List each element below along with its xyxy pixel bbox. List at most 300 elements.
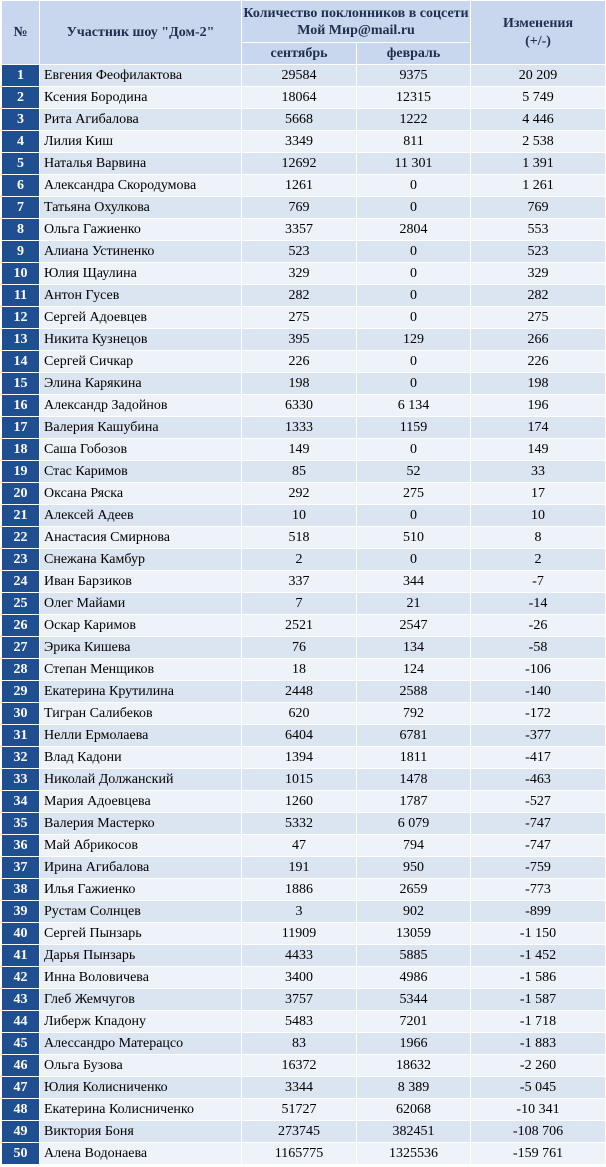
table-row	[2, 87, 606, 109]
cell-name: Либерж Кпадону	[40, 1011, 242, 1033]
table-row	[2, 835, 606, 857]
cell-september: 4433	[242, 945, 357, 967]
cell-rank: 16	[2, 395, 40, 417]
cell-rank: 17	[2, 417, 40, 439]
cell-rank: 38	[2, 879, 40, 901]
cell-name: Сергей Сичкар	[40, 351, 242, 373]
cell-rank: 11	[2, 285, 40, 307]
cell-change: -1 150	[471, 923, 606, 945]
cell-change: 275	[471, 307, 606, 329]
cell-change: -1 718	[471, 1011, 606, 1033]
table-row	[2, 241, 606, 263]
cell-change: -1 586	[471, 967, 606, 989]
cell-name: Дарья Пынзарь	[40, 945, 242, 967]
cell-february: 5344	[357, 989, 471, 1011]
cell-change: 8	[471, 527, 606, 549]
cell-september: 11909	[242, 923, 357, 945]
cell-name: Юлия Колисниченко	[40, 1077, 242, 1099]
cell-september: 47	[242, 835, 357, 857]
cell-change: 2	[471, 549, 606, 571]
table-row	[2, 747, 606, 769]
fans-table	[1, 0, 606, 1165]
cell-name: Никита Кузнецов	[40, 329, 242, 351]
cell-rank: 6	[2, 175, 40, 197]
cell-rank: 21	[2, 505, 40, 527]
cell-change: -58	[471, 637, 606, 659]
cell-name: Валерия Кашубина	[40, 417, 242, 439]
cell-september: 51727	[242, 1099, 357, 1121]
cell-change: -899	[471, 901, 606, 923]
cell-rank: 40	[2, 923, 40, 945]
header-number: №	[2, 1, 40, 65]
table-row	[2, 791, 606, 813]
cell-change: 198	[471, 373, 606, 395]
cell-change: 329	[471, 263, 606, 285]
cell-february: 6781	[357, 725, 471, 747]
cell-september: 83	[242, 1033, 357, 1055]
header-change	[471, 1, 606, 65]
cell-february: 4986	[357, 967, 471, 989]
cell-september: 523	[242, 241, 357, 263]
cell-rank: 19	[2, 461, 40, 483]
cell-name: Илья Гажиенко	[40, 879, 242, 901]
table-row	[2, 197, 606, 219]
cell-february: 5885	[357, 945, 471, 967]
table-row	[2, 307, 606, 329]
table-row	[2, 109, 606, 131]
cell-september: 3357	[242, 219, 357, 241]
cell-name: Ольга Гажиенко	[40, 219, 242, 241]
cell-change: 5 749	[471, 87, 606, 109]
cell-name: Екатерина Крутилина	[40, 681, 242, 703]
cell-february: 0	[357, 285, 471, 307]
cell-rank: 15	[2, 373, 40, 395]
cell-name: Александра Скородумова	[40, 175, 242, 197]
table-row	[2, 439, 606, 461]
table-row	[2, 1143, 606, 1165]
cell-rank: 24	[2, 571, 40, 593]
cell-february: 1159	[357, 417, 471, 439]
cell-rank: 3	[2, 109, 40, 131]
cell-february: 0	[357, 549, 471, 571]
cell-february: 0	[357, 263, 471, 285]
cell-change: 17	[471, 483, 606, 505]
cell-name: Инна Воловичева	[40, 967, 242, 989]
cell-rank: 23	[2, 549, 40, 571]
cell-rank: 42	[2, 967, 40, 989]
cell-name: Оскар Каримов	[40, 615, 242, 637]
cell-change: -7	[471, 571, 606, 593]
table-row	[2, 659, 606, 681]
cell-change: 2 538	[471, 131, 606, 153]
cell-september: 3349	[242, 131, 357, 153]
table-row	[2, 593, 606, 615]
cell-name: Май Абрикосов	[40, 835, 242, 857]
cell-name: Ксения Бородина	[40, 87, 242, 109]
cell-name: Ольга Бузова	[40, 1055, 242, 1077]
cell-september: 18	[242, 659, 357, 681]
table-row	[2, 967, 606, 989]
cell-change: -527	[471, 791, 606, 813]
cell-september: 3757	[242, 989, 357, 1011]
table-row	[2, 351, 606, 373]
cell-february: 344	[357, 571, 471, 593]
cell-change: -1 587	[471, 989, 606, 1011]
cell-february: 2804	[357, 219, 471, 241]
cell-february: 0	[357, 307, 471, 329]
table-row	[2, 1121, 606, 1143]
cell-name: Влад Кадони	[40, 747, 242, 769]
header-fans-group-text: Количество поклонников в соцсети Мой Мир@mail.ru	[243, 5, 469, 38]
cell-february: 21	[357, 593, 471, 615]
table-row	[2, 879, 606, 901]
cell-rank: 44	[2, 1011, 40, 1033]
cell-rank: 14	[2, 351, 40, 373]
cell-change: 523	[471, 241, 606, 263]
cell-february: 0	[357, 439, 471, 461]
cell-september: 5483	[242, 1011, 357, 1033]
cell-name: Глеб Жемчугов	[40, 989, 242, 1011]
cell-february: 1966	[357, 1033, 471, 1055]
cell-february: 124	[357, 659, 471, 681]
cell-name: Степан Менщиков	[40, 659, 242, 681]
cell-september: 769	[242, 197, 357, 219]
cell-rank: 31	[2, 725, 40, 747]
cell-september: 1015	[242, 769, 357, 791]
table-row	[2, 681, 606, 703]
cell-september: 273745	[242, 1121, 357, 1143]
cell-change: -417	[471, 747, 606, 769]
table-row	[2, 615, 606, 637]
cell-change: -1 883	[471, 1033, 606, 1055]
cell-september: 226	[242, 351, 357, 373]
cell-september: 3344	[242, 1077, 357, 1099]
cell-name: Александр Задойнов	[40, 395, 242, 417]
cell-february: 275	[357, 483, 471, 505]
cell-september: 1261	[242, 175, 357, 197]
cell-name: Алессандро Матерацсо	[40, 1033, 242, 1055]
table-row	[2, 461, 606, 483]
table-row	[2, 1055, 606, 1077]
cell-february: 2547	[357, 615, 471, 637]
cell-name: Евгения Феофилактова	[40, 65, 242, 87]
cell-name: Алексей Адеев	[40, 505, 242, 527]
cell-september: 518	[242, 527, 357, 549]
cell-change: 553	[471, 219, 606, 241]
table-row	[2, 285, 606, 307]
table-row	[2, 329, 606, 351]
cell-rank: 27	[2, 637, 40, 659]
table-row	[2, 637, 606, 659]
cell-rank: 4	[2, 131, 40, 153]
cell-change: 282	[471, 285, 606, 307]
cell-september: 282	[242, 285, 357, 307]
table-row	[2, 857, 606, 879]
cell-february: 6 079	[357, 813, 471, 835]
cell-name: Наталья Варвина	[40, 153, 242, 175]
cell-rank: 5	[2, 153, 40, 175]
cell-name: Алена Водонаева	[40, 1143, 242, 1165]
cell-september: 329	[242, 263, 357, 285]
cell-february: 18632	[357, 1055, 471, 1077]
cell-september: 7	[242, 593, 357, 615]
cell-september: 1333	[242, 417, 357, 439]
cell-rank: 43	[2, 989, 40, 1011]
table-row	[2, 1077, 606, 1099]
table-row	[2, 549, 606, 571]
table-row	[2, 901, 606, 923]
table-row	[2, 989, 606, 1011]
cell-rank: 13	[2, 329, 40, 351]
cell-change: 10	[471, 505, 606, 527]
cell-change: -747	[471, 835, 606, 857]
cell-change: -14	[471, 593, 606, 615]
cell-february: 1325536	[357, 1143, 471, 1165]
cell-rank: 41	[2, 945, 40, 967]
cell-rank: 39	[2, 901, 40, 923]
cell-september: 1260	[242, 791, 357, 813]
cell-change: 20 209	[471, 65, 606, 87]
cell-september: 1886	[242, 879, 357, 901]
cell-february: 2588	[357, 681, 471, 703]
cell-change: 149	[471, 439, 606, 461]
table-row	[2, 153, 606, 175]
cell-rank: 48	[2, 1099, 40, 1121]
cell-name: Алиана Устиненко	[40, 241, 242, 263]
cell-change: -108 706	[471, 1121, 606, 1143]
table-row	[2, 527, 606, 549]
cell-change: -463	[471, 769, 606, 791]
cell-rank: 34	[2, 791, 40, 813]
cell-name: Юлия Щаулина	[40, 263, 242, 285]
cell-rank: 1	[2, 65, 40, 87]
cell-september: 5668	[242, 109, 357, 131]
cell-september: 198	[242, 373, 357, 395]
table-row	[2, 65, 606, 87]
cell-change: 1 391	[471, 153, 606, 175]
cell-february: 12315	[357, 87, 471, 109]
cell-february: 8 389	[357, 1077, 471, 1099]
table-row	[2, 395, 606, 417]
cell-september: 76	[242, 637, 357, 659]
cell-name: Элина Карякина	[40, 373, 242, 395]
cell-september: 6404	[242, 725, 357, 747]
cell-september: 16372	[242, 1055, 357, 1077]
cell-name: Рита Агибалова	[40, 109, 242, 131]
cell-february: 9375	[357, 65, 471, 87]
cell-rank: 33	[2, 769, 40, 791]
cell-february: 2659	[357, 879, 471, 901]
cell-name: Лилия Киш	[40, 131, 242, 153]
cell-september: 2	[242, 549, 357, 571]
cell-february: 792	[357, 703, 471, 725]
cell-name: Анастасия Смирнова	[40, 527, 242, 549]
cell-september: 29584	[242, 65, 357, 87]
cell-change: -5 045	[471, 1077, 606, 1099]
cell-name: Олег Майами	[40, 593, 242, 615]
cell-change: 33	[471, 461, 606, 483]
table-row	[2, 417, 606, 439]
cell-change: 769	[471, 197, 606, 219]
cell-september: 12692	[242, 153, 357, 175]
cell-february: 0	[357, 197, 471, 219]
cell-rank: 22	[2, 527, 40, 549]
cell-february: 1787	[357, 791, 471, 813]
cell-rank: 47	[2, 1077, 40, 1099]
cell-february: 134	[357, 637, 471, 659]
cell-change: -172	[471, 703, 606, 725]
table-row	[2, 945, 606, 967]
header-change-line1: Изменения	[502, 15, 574, 31]
cell-september: 2448	[242, 681, 357, 703]
cell-september: 85	[242, 461, 357, 483]
cell-february: 62068	[357, 1099, 471, 1121]
cell-september: 620	[242, 703, 357, 725]
cell-rank: 10	[2, 263, 40, 285]
table-row	[2, 1099, 606, 1121]
cell-rank: 9	[2, 241, 40, 263]
table-row	[2, 725, 606, 747]
table-row	[2, 131, 606, 153]
cell-february: 7201	[357, 1011, 471, 1033]
table-row	[2, 703, 606, 725]
cell-name: Снежана Камбур	[40, 549, 242, 571]
cell-september: 5332	[242, 813, 357, 835]
table-row	[2, 175, 606, 197]
cell-february: 0	[357, 241, 471, 263]
header-february: февраль	[357, 43, 471, 65]
table-row	[2, 373, 606, 395]
cell-september: 18064	[242, 87, 357, 109]
cell-rank: 50	[2, 1143, 40, 1165]
cell-rank: 26	[2, 615, 40, 637]
cell-february: 902	[357, 901, 471, 923]
cell-change: -106	[471, 659, 606, 681]
cell-change: -377	[471, 725, 606, 747]
cell-rank: 45	[2, 1033, 40, 1055]
cell-february: 6 134	[357, 395, 471, 417]
cell-rank: 18	[2, 439, 40, 461]
cell-rank: 29	[2, 681, 40, 703]
cell-september: 10	[242, 505, 357, 527]
cell-change: 174	[471, 417, 606, 439]
cell-february: 129	[357, 329, 471, 351]
cell-rank: 28	[2, 659, 40, 681]
cell-change: 196	[471, 395, 606, 417]
cell-change: -159 761	[471, 1143, 606, 1165]
cell-change: -1 452	[471, 945, 606, 967]
cell-name: Эрика Кишева	[40, 637, 242, 659]
cell-name: Мария Адоевцева	[40, 791, 242, 813]
cell-rank: 35	[2, 813, 40, 835]
cell-september: 275	[242, 307, 357, 329]
cell-name: Рустам Солнцев	[40, 901, 242, 923]
cell-september: 6330	[242, 395, 357, 417]
cell-september: 1394	[242, 747, 357, 769]
cell-rank: 30	[2, 703, 40, 725]
table-row	[2, 1033, 606, 1055]
cell-rank: 49	[2, 1121, 40, 1143]
table-row	[2, 483, 606, 505]
cell-rank: 8	[2, 219, 40, 241]
cell-rank: 7	[2, 197, 40, 219]
cell-september: 2521	[242, 615, 357, 637]
cell-february: 1222	[357, 109, 471, 131]
cell-february: 13059	[357, 923, 471, 945]
cell-february: 382451	[357, 1121, 471, 1143]
cell-february: 1811	[357, 747, 471, 769]
cell-change: -2 260	[471, 1055, 606, 1077]
cell-february: 0	[357, 373, 471, 395]
cell-name: Сергей Пынзарь	[40, 923, 242, 945]
table-row	[2, 923, 606, 945]
cell-september: 292	[242, 483, 357, 505]
cell-rank: 20	[2, 483, 40, 505]
cell-february: 794	[357, 835, 471, 857]
cell-february: 11 301	[357, 153, 471, 175]
cell-february: 0	[357, 175, 471, 197]
cell-september: 149	[242, 439, 357, 461]
cell-name: Иван Барзиков	[40, 571, 242, 593]
cell-rank: 2	[2, 87, 40, 109]
header-participant: Участник шоу "Дом-2"	[40, 1, 242, 65]
cell-name: Татьяна Охулкова	[40, 197, 242, 219]
header-change-line2: (+/-)	[525, 33, 551, 49]
table-row	[2, 769, 606, 791]
cell-change: -759	[471, 857, 606, 879]
cell-rank: 46	[2, 1055, 40, 1077]
cell-september: 337	[242, 571, 357, 593]
header-fans-group	[242, 1, 471, 43]
cell-february: 1478	[357, 769, 471, 791]
cell-change: -10 341	[471, 1099, 606, 1121]
cell-change: 266	[471, 329, 606, 351]
table-row	[2, 263, 606, 285]
cell-february: 52	[357, 461, 471, 483]
cell-name: Ирина Агибалова	[40, 857, 242, 879]
cell-february: 0	[357, 505, 471, 527]
cell-change: 4 446	[471, 109, 606, 131]
cell-name: Сергей Адоевцев	[40, 307, 242, 329]
cell-february: 811	[357, 131, 471, 153]
cell-february: 510	[357, 527, 471, 549]
cell-change: 226	[471, 351, 606, 373]
cell-rank: 25	[2, 593, 40, 615]
cell-february: 0	[357, 351, 471, 373]
cell-change: 1 261	[471, 175, 606, 197]
cell-name: Антон Гусев	[40, 285, 242, 307]
cell-name: Тигран Салибеков	[40, 703, 242, 725]
cell-name: Саша Гобозов	[40, 439, 242, 461]
cell-name: Стас Каримов	[40, 461, 242, 483]
table-row	[2, 571, 606, 593]
table-body	[2, 65, 606, 1165]
cell-september: 1165775	[242, 1143, 357, 1165]
cell-february: 950	[357, 857, 471, 879]
cell-rank: 36	[2, 835, 40, 857]
cell-name: Оксана Ряска	[40, 483, 242, 505]
cell-change: -773	[471, 879, 606, 901]
cell-change: -140	[471, 681, 606, 703]
cell-september: 3400	[242, 967, 357, 989]
header-september: сентябрь	[242, 43, 357, 65]
cell-change: -26	[471, 615, 606, 637]
cell-september: 3	[242, 901, 357, 923]
cell-name: Николай Должанский	[40, 769, 242, 791]
table-row	[2, 1011, 606, 1033]
table-row	[2, 505, 606, 527]
cell-change: -747	[471, 813, 606, 835]
